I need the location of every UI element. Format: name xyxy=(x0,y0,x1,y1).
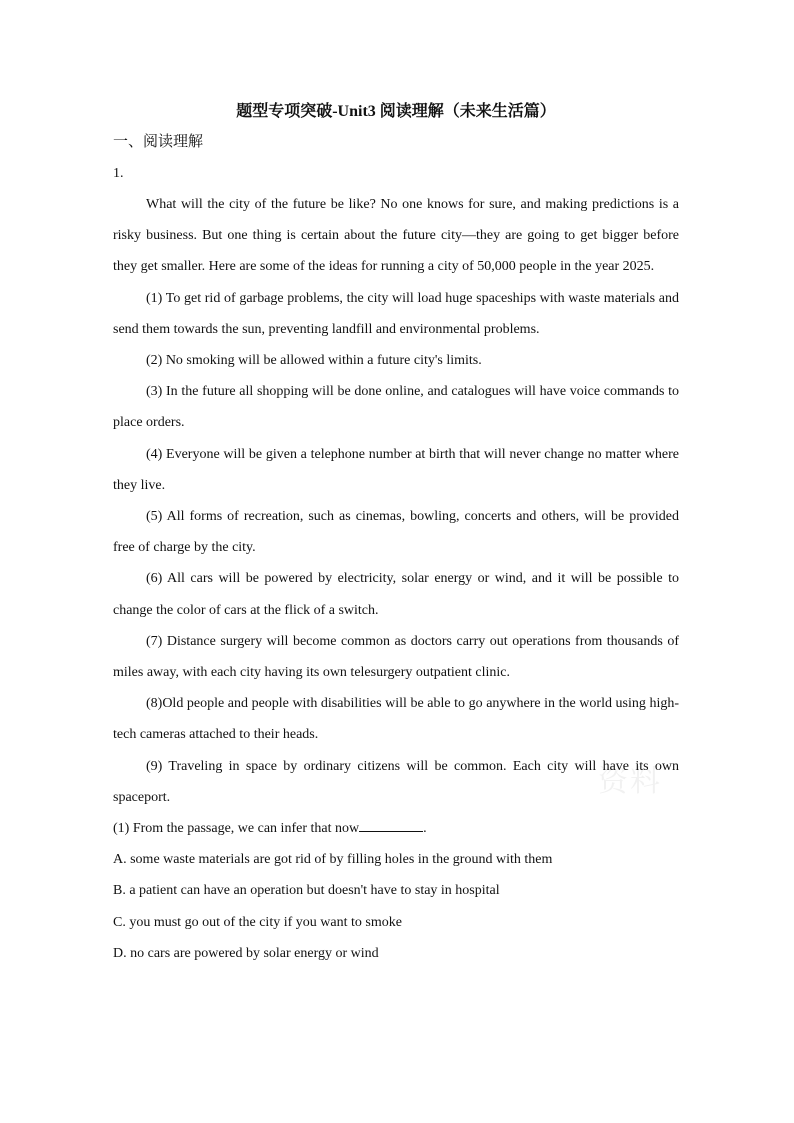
watermark: 资料 xyxy=(598,764,662,799)
option-b[interactable]: B. a patient can have an operation but doesn't have to stay in hospital xyxy=(113,883,500,899)
passage-paragraph-6: (6) All cars will be powered by electricity, solar energy or wind, and it will be possible to change the color of cars at the flick of a switch. xyxy=(113,571,679,618)
passage-paragraph-2: (2) No smoking will be allowed within a future city's limits. xyxy=(146,353,482,369)
option-d[interactable]: D. no cars are powered by solar energy or wind xyxy=(113,945,379,961)
passage-paragraph-3: (3) In the future all shopping will be done online, and catalogues will have voice commands to place orders. xyxy=(113,384,679,431)
question-number: 1. xyxy=(113,166,124,181)
passage-paragraph-4: (4) Everyone will be given a telephone number at birth that will never change no matter where they live. xyxy=(113,446,679,493)
section-heading: 一、阅读理解 xyxy=(113,134,204,150)
option-a[interactable]: A. some waste materials are got rid of by filling holes in the ground with them xyxy=(113,852,553,868)
passage-paragraph-8: (8)Old people and people with disabilities will be able to go anywhere in the world using high-tech cameras attached to their heads. xyxy=(113,696,679,743)
answer-blank[interactable] xyxy=(359,817,423,832)
option-c[interactable]: C. you must go out of the city if you want to smoke xyxy=(113,914,402,930)
passage-paragraph-intro: What will the city of the future be like? No one knows for sure, and making predictions is a risky business. But one thing is certain about the future city—they are going to get bigger before they get smaller. Here are some of the ideas for running a city of 50,000 people in the year 2025. xyxy=(113,197,679,275)
document-title: 题型专项突破-Unit3 阅读理解（未来生活篇） xyxy=(236,103,556,120)
sub-question-text: (1) From the passage, we can infer that now xyxy=(113,821,360,837)
passage-paragraph-1: (1) To get rid of garbage problems, the city will load huge spaceships with waste materials and send them towards the sun, preventing landfill and environmental problems. xyxy=(113,290,679,337)
sub-question-stem xyxy=(113,813,679,844)
passage-paragraph-7: (7) Distance surgery will become common as doctors carry out operations from thousands of miles away, with each city having its own telesurgery outpatient clinic. xyxy=(113,633,679,681)
sub-question-end: . xyxy=(423,821,427,837)
passage-paragraph-9: (9) Traveling in space by ordinary citizens will be common. Each city will have its own spaceport. xyxy=(113,758,679,805)
passage-paragraph-5: (5) All forms of recreation, such as cinemas, bowling, concerts and others, will be provided free of charge by the city. xyxy=(113,509,679,556)
document-page xyxy=(113,96,679,969)
